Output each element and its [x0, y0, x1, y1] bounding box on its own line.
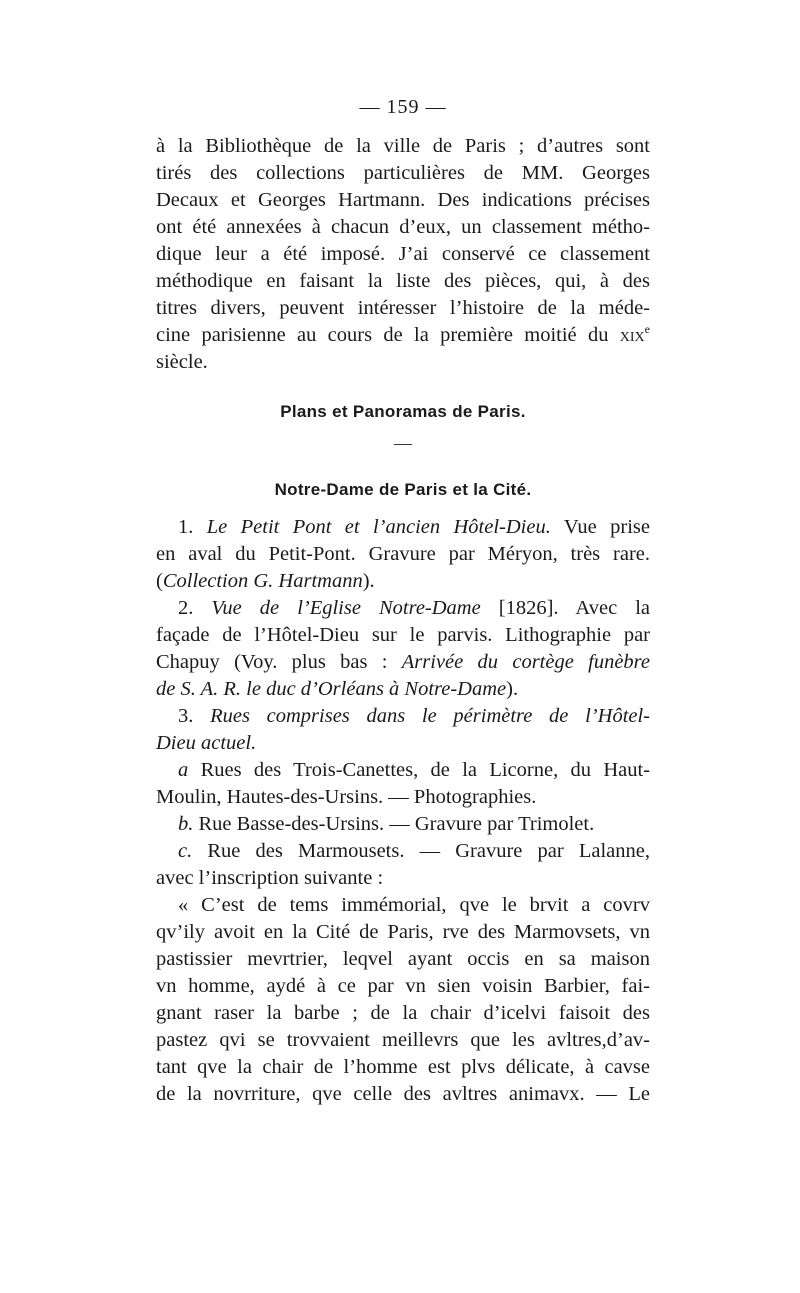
catalog-entry-3a	[156, 757, 650, 811]
superscript: e	[644, 322, 650, 337]
catalog-entry-2	[156, 595, 650, 703]
text-line	[156, 676, 650, 703]
text-line: avec l’inscription suivante :	[156, 867, 384, 889]
catalog-entry-1	[156, 514, 650, 595]
text-line	[156, 703, 650, 730]
intro-paragraph	[156, 133, 650, 376]
subsection-heading: Notre-Dame de Paris et la Cité.	[274, 480, 532, 499]
entry-letter: c.	[178, 840, 193, 862]
text-line: façade de l’Hôtel-Dieu sur le parvis. Lithographie par	[156, 624, 650, 646]
section-separator: —	[394, 433, 412, 453]
text-line: à la Bibliothèque de la ville de Paris ; d’autres sont	[156, 135, 650, 157]
text-line: Dieu actuel.	[156, 732, 257, 754]
century-numeral: xix	[619, 324, 645, 346]
text-line	[156, 595, 650, 622]
text-line: ont été annexées à chacun d’eux, un classement métho-	[156, 216, 650, 238]
entry-title: Rues comprises dans le périmètre de l’Hôtel-	[210, 705, 651, 727]
entry-title: Vue de l’Eglise Notre-Dame	[211, 597, 481, 619]
text-run: Rues des Trois-Canettes, de la Licorne, du Haut-	[188, 759, 650, 781]
entry-number: 2.	[178, 597, 212, 619]
text-line: tant qve la chair de l’homme est plvs délicate, à cavse	[156, 1056, 650, 1078]
entry-letter: b.	[178, 813, 194, 835]
text-line: pastissier mevrtrier, leqvel ayant occis en sa maison	[156, 948, 650, 970]
text-line: méthodique en faisant la liste des pièces, qui, à des	[156, 270, 650, 292]
text-line: vn homme, aydé à ce par vn sien voisin Barbier, fai-	[156, 975, 650, 997]
quoted-inscription	[156, 892, 650, 1108]
text-run: Chapuy (Voy. plus bas :	[156, 651, 402, 673]
text-line: gnant raser la barbe ; de la chair d’icelvi faisoit des	[156, 1002, 650, 1024]
text-line: pastez qvi se trovvaient meillevrs que les avltres,d’av-	[156, 1029, 650, 1051]
text-line: Decaux et Georges Hartmann. Des indications précises	[156, 189, 650, 211]
text-line	[156, 811, 650, 838]
text-line: Moulin, Hautes-des-Ursins. — Photographies.	[156, 786, 537, 808]
text-line	[156, 568, 650, 595]
entry-title: Le Petit Pont et l’ancien Hôtel-Dieu.	[206, 516, 551, 538]
catalog-entry-3b	[156, 811, 650, 838]
text-line: « C’est de tems immémorial, qve le brvit a covrv	[178, 894, 650, 916]
text-line	[156, 649, 650, 676]
text-line: titres divers, peuvent intéresser l’histoire de la méde-	[156, 297, 650, 319]
text-line: siècle.	[156, 351, 208, 373]
text-run: ).	[362, 570, 375, 592]
text-run: [1826]. Avec la	[480, 597, 650, 619]
text-line: de la novrriture, qve celle des avltres animavx. — Le	[156, 1083, 650, 1105]
entry-number: 3.	[178, 705, 211, 727]
text-run: (	[156, 570, 163, 592]
entry-letter: a	[178, 759, 189, 781]
catalog-entry-3	[156, 703, 650, 757]
text-line: dique leur a été imposé. J’ai conservé ce classement	[156, 243, 650, 265]
text-run: cine parisienne au cours de la première moitié du	[156, 324, 620, 346]
text-line: qv’ily avoit en la Cité de Paris, rve des Marmovsets, vn	[156, 921, 650, 943]
text-run: Vue prise	[550, 516, 651, 538]
text-line	[156, 514, 650, 541]
text-line: tirés des collections particulières de MM. Georges	[156, 162, 650, 184]
catalog-entry-3c	[156, 838, 650, 892]
collection-name: Collection G. Hartmann	[162, 570, 363, 592]
page-number: — 159 —	[359, 96, 447, 118]
text-run: Rue des Marmousets. — Gravure par Lalanne,	[192, 840, 650, 862]
cross-reference: de S. A. R. le duc d’Orléans à Notre-Dame	[156, 678, 507, 700]
text-run: Rue Basse-des-Ursins. — Gravure par Trimolet.	[193, 813, 595, 835]
text-run: ).	[506, 678, 519, 700]
cross-reference: Arrivée du cortège funèbre	[401, 651, 650, 673]
text-line: en aval du Petit-Pont. Gravure par Méryon, très rare.	[156, 543, 650, 565]
entry-number: 1.	[178, 516, 207, 538]
text-line	[156, 838, 650, 865]
text-line	[156, 322, 650, 349]
text-line	[156, 757, 650, 784]
section-heading: Plans et Panoramas de Paris.	[280, 402, 526, 421]
